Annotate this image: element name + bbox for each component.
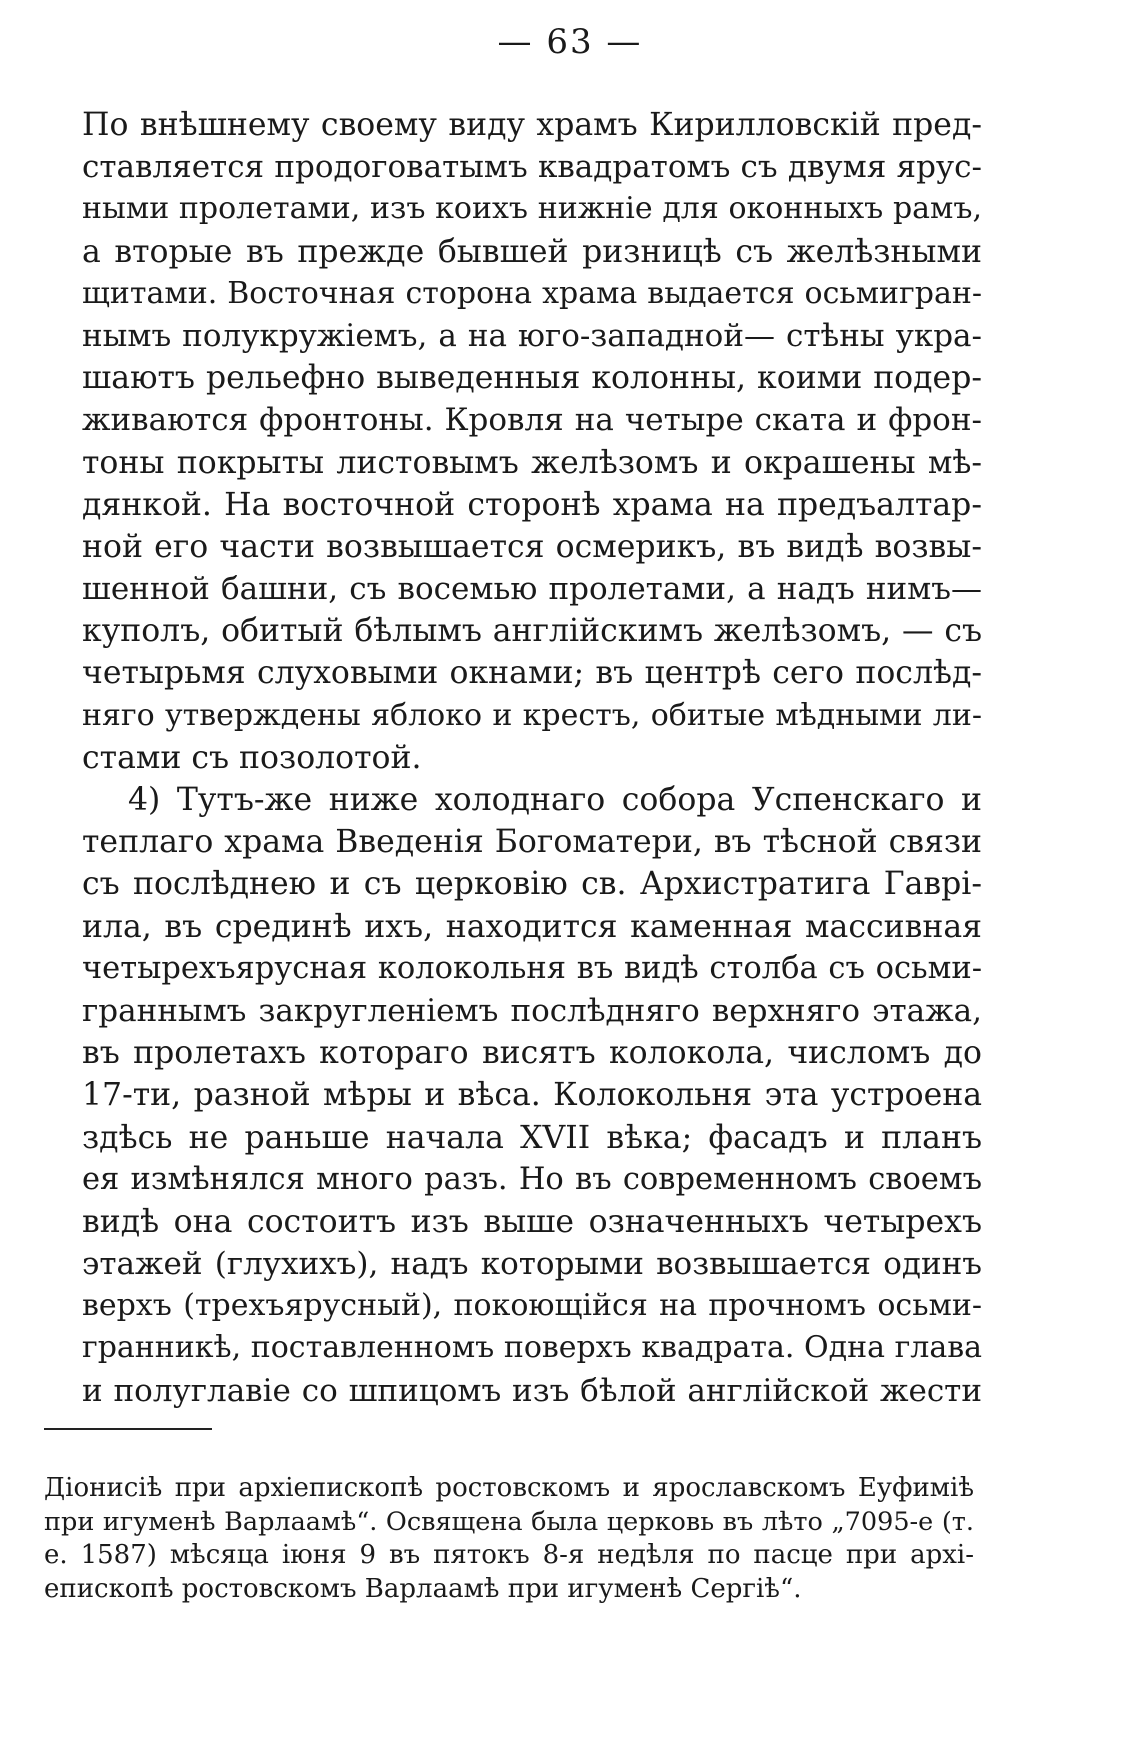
text-line: ея измѣнялся много разъ. Но въ современномъ своемъ — [82, 1161, 982, 1197]
text-line: теплаго храма Введенія Богоматери, въ тѣсной связи — [82, 824, 982, 861]
text-line: живаются фронтоны. Кровля на четыре ската и фрон- — [82, 402, 982, 439]
text-line: въ пролетахъ котораго висятъ колокола, числомъ до — [82, 1035, 982, 1072]
text-line: верхъ (трехъярусный), покоющійся на прочномъ осьми- — [82, 1288, 982, 1324]
main-text — [82, 104, 982, 1412]
text-line: граннымъ закругленіемъ послѣдняго верхняго этажа, — [82, 992, 982, 1029]
text-line: четырьмя слуховыми окнами; въ центрѣ сего послѣд- — [82, 655, 982, 692]
text-line: стами съ позолотой. — [82, 739, 422, 776]
text-line: дянкой. На восточной сторонѣ храма на предъалтар- — [82, 486, 982, 523]
footnote-line: епископѣ ростовскомъ Варлаамѣ при игуменѣ Сергіѣ“. — [44, 1573, 802, 1604]
text-line: гранникѣ, поставленномъ поверхъ квадрата. Одна глава — [82, 1330, 982, 1366]
text-line: По внѣшнему своему виду храмъ Кирилловскій пред- — [82, 107, 982, 143]
footnote-divider — [44, 1428, 212, 1430]
text-line: тоны покрыты листовымъ желѣзомъ и окрашены мѣ- — [82, 444, 982, 481]
text-line: 17-ти, разной мѣры и вѣса. Колокольня эта устроена — [82, 1077, 982, 1114]
text-line: съ послѣднею и съ церковію св. Архистратига Гаврі- — [82, 866, 982, 903]
text-line: этажей (глухихъ), надъ которыми возвышается одинъ — [82, 1246, 982, 1283]
text-line: ной его части возвышается осмерикъ, въ видѣ возвы- — [82, 528, 982, 565]
text-line: а вторые въ прежде бывшей ризницѣ съ желѣзными — [82, 233, 982, 270]
text-line: ила, въ срединѣ ихъ, находится каменная массивная — [82, 908, 982, 945]
text-line: и полуглавіе со шпицомъ изъ бѣлой англійской жести — [82, 1372, 982, 1409]
footnote-line: при игуменѣ Варлаамѣ“. Освящена была церковь въ лѣто „7095-е (т. — [44, 1506, 974, 1537]
text-line: 4) Тутъ-же ниже холоднаго собора Успенскаго и — [128, 782, 982, 818]
footnote — [44, 1472, 974, 1606]
text-line: здѣсь не раньше начала XVII вѣка; фасадъ и планъ — [82, 1119, 982, 1156]
text-line: нымъ полукружіемъ, а на юго-западной— стѣны укра- — [82, 317, 982, 354]
text-line: шенной башни, съ восемью пролетами, а надъ нимъ— — [82, 571, 982, 608]
footnote-line: Діонисіѣ при архіепископѣ ростовскомъ и ярославскомъ Еуфиміѣ — [44, 1473, 974, 1503]
text-line: няго утверждены яблоко и крестъ, обитые мѣдными ли- — [82, 697, 982, 733]
text-line: ными пролетами, изъ коихъ нижніе для оконныхъ рамъ, — [82, 191, 982, 227]
page-number: — 63 — — [497, 22, 643, 62]
text-line: шаютъ рельефно выведенныя колонны, коими подер- — [82, 360, 982, 397]
footnote-line: е. 1587) мѣсяца іюня 9 въ пятокъ 8-я недѣля по пасце при архі- — [44, 1540, 974, 1570]
text-line: видѣ она состоитъ изъ выше означенныхъ четырехъ — [82, 1203, 982, 1240]
text-line: ставляется продоговатымъ квадратомъ съ двумя ярус- — [82, 149, 982, 186]
text-line: щитами. Восточная сторона храма выдается осьмигран- — [82, 275, 982, 311]
text-line: четырехъярусная колокольня въ видѣ столба съ осьми- — [82, 950, 982, 986]
text-line: куполъ, обитый бѣлымъ англійскимъ желѣзомъ, — съ — [82, 613, 982, 650]
